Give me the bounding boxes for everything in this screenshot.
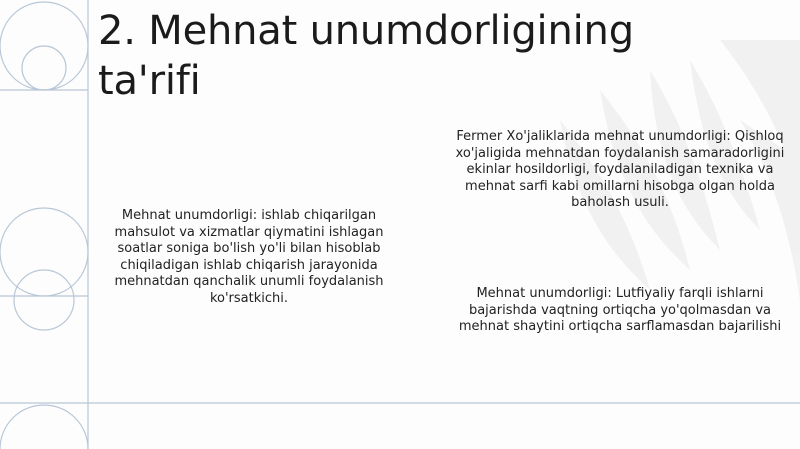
efficiency-text: Mehnat unumdorligi: Lutfiyaliy farqli ishlarni bajarishda vaqtning ortiqcha yo'qolmasdan va mehnat shaytini ortiqcha sarflamasdan bajarilishi xyxy=(458,286,782,334)
definition-text: Mehnat unumdorligi: ishlab chiqarilgan mahsulot va xizmatlar qiymatini ishlagan soatlar soniga bo'lish yo'li bilan hisoblab chiqiladigan ishlab chiqarish jarayonida mehnatdan qanchalik unumli foydalanish ko'rsatkichi. xyxy=(114,208,384,306)
farm-productivity-text: Fermer Xo'jaliklarida mehnat unumdorligi: Qishloq xo'jaligida mehnatdan foydalanish samaradorligini ekinlar hosildorligi, foydalaniladigan texnika va mehnat sarfi kabi omillarni hisobga olgan holda baholash usuli. xyxy=(455,129,785,210)
slide-title: 2. Mehnat unumdorligining ta'rifi xyxy=(98,8,634,104)
